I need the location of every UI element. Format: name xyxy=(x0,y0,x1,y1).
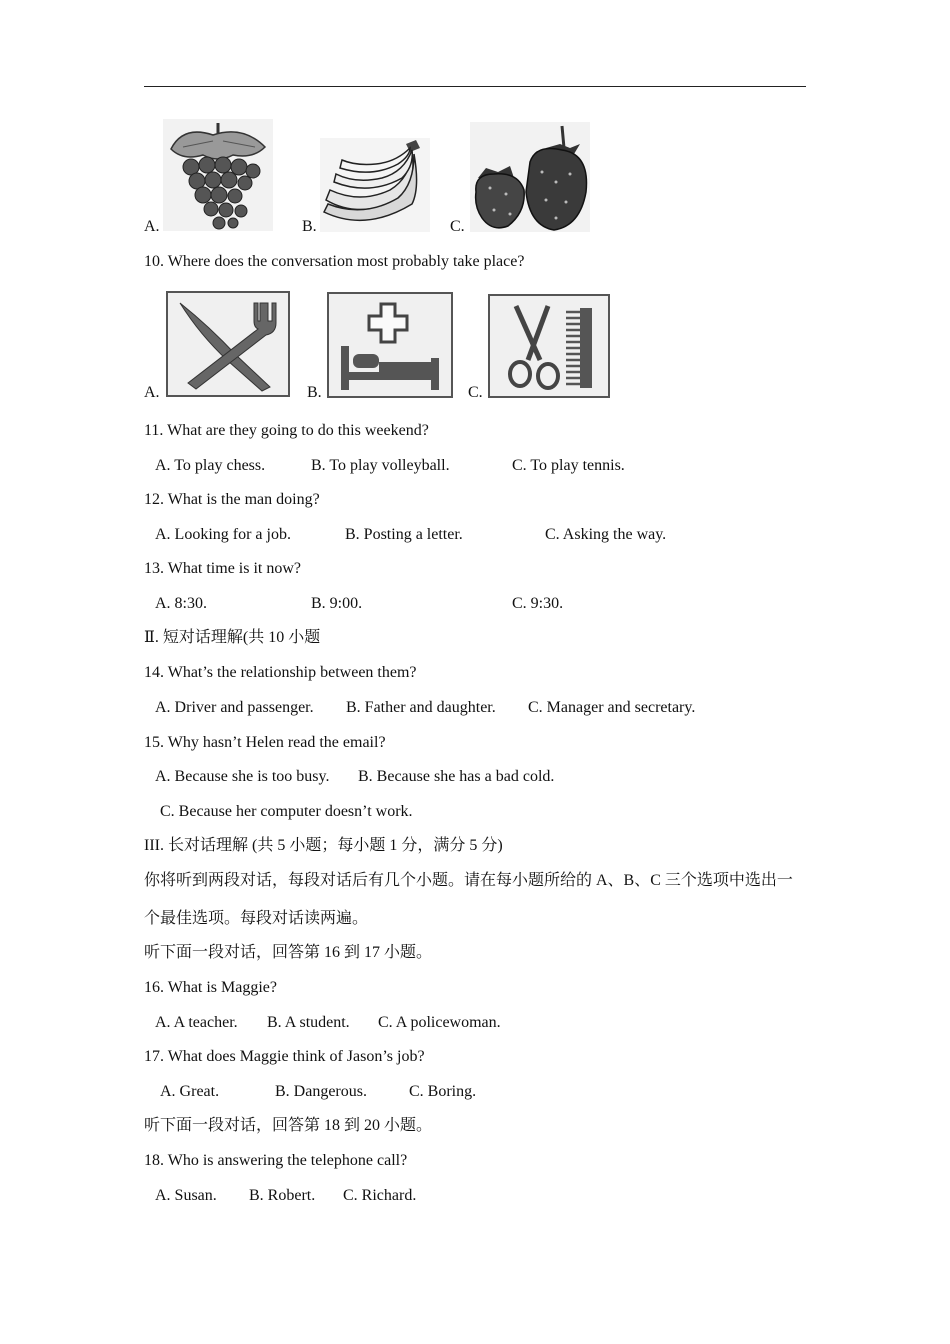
q9-option-a-label: A. xyxy=(144,218,160,235)
q14-option-b[interactable]: B. Father and daughter. xyxy=(346,699,496,716)
q15-question: 15. Why hasn’t Helen read the email? xyxy=(144,734,386,751)
q10-option-c-label: C. xyxy=(468,384,483,401)
strawberries-icon[interactable] xyxy=(470,122,590,232)
q11-option-b[interactable]: B. To play volleyball. xyxy=(311,457,450,474)
header-rule xyxy=(144,86,806,87)
grapes-icon[interactable] xyxy=(163,119,273,231)
q13-option-a[interactable]: A. 8:30. xyxy=(155,595,207,612)
q14-question: 14. What’s the relationship between them? xyxy=(144,664,417,681)
q18-option-a[interactable]: A. Susan. xyxy=(155,1187,217,1204)
section-3-instruction-line1: 你将听到两段对话，每段对话后有几个小题。请在每小题所给的 A、B、C 三个选项中选出一 xyxy=(144,872,793,889)
bananas-icon[interactable] xyxy=(320,138,430,232)
q16-question: 16. What is Maggie? xyxy=(144,979,278,996)
q13-option-c[interactable]: C. 9:30. xyxy=(512,595,564,612)
q12-question: 12. What is the man doing? xyxy=(144,491,320,508)
q15-option-b[interactable]: B. Because she has a bad cold. xyxy=(358,768,555,785)
q16-option-c[interactable]: C. A policewoman. xyxy=(378,1014,501,1031)
q13-question: 13. What time is it now? xyxy=(144,560,302,577)
q15-option-c[interactable]: C. Because her computer doesn’t work. xyxy=(160,803,413,820)
q14-option-a[interactable]: A. Driver and passenger. xyxy=(155,699,314,716)
q17-question: 17. What does Maggie think of Jason’s job? xyxy=(144,1048,425,1065)
section-2-title: Ⅱ. 短对话理解(共 10 小题 xyxy=(144,629,321,646)
q17-option-b[interactable]: B. Dangerous. xyxy=(275,1083,367,1100)
q9-option-b-label: B. xyxy=(302,218,317,235)
q10-option-b-label: B. xyxy=(307,384,322,401)
hospital-bed-icon[interactable] xyxy=(327,292,453,398)
q18-option-b[interactable]: B. Robert. xyxy=(249,1187,316,1204)
q12-option-b[interactable]: B. Posting a letter. xyxy=(345,526,463,543)
section-3-instruction-line2: 个最佳选项。每段对话读两遍。 xyxy=(144,910,369,927)
q12-option-c[interactable]: C. Asking the way. xyxy=(545,526,667,543)
dialog-2-instruction: 听下面一段对话，回答第 18 到 20 小题。 xyxy=(144,1117,433,1134)
q9-option-c-label: C. xyxy=(450,218,465,235)
q16-option-a[interactable]: A. A teacher. xyxy=(155,1014,238,1031)
q17-option-a[interactable]: A. Great. xyxy=(160,1083,220,1100)
q18-question: 18. Who is answering the telephone call? xyxy=(144,1152,408,1169)
q11-question: 11. What are they going to do this weekend? xyxy=(144,422,429,439)
q10-option-a-label: A. xyxy=(144,384,160,401)
q12-option-a[interactable]: A. Looking for a job. xyxy=(155,526,291,543)
q11-option-c[interactable]: C. To play tennis. xyxy=(512,457,625,474)
q15-option-a[interactable]: A. Because she is too busy. xyxy=(155,768,330,785)
q10-question: 10. Where does the conversation most probably take place? xyxy=(144,253,525,270)
q18-option-c[interactable]: C. Richard. xyxy=(343,1187,417,1204)
section-3-title: III. 长对话理解 (共 5 小题；每小题 1 分，满分 5 分) xyxy=(144,837,503,854)
q14-option-c[interactable]: C. Manager and secretary. xyxy=(528,699,696,716)
dialog-1-instruction: 听下面一段对话，回答第 16 到 17 小题。 xyxy=(144,944,433,961)
scissors-comb-icon[interactable] xyxy=(488,294,610,398)
knife-fork-icon[interactable] xyxy=(166,291,290,397)
q17-option-c[interactable]: C. Boring. xyxy=(409,1083,477,1100)
q13-option-b[interactable]: B. 9:00. xyxy=(311,595,363,612)
q11-option-a[interactable]: A. To play chess. xyxy=(155,457,266,474)
q16-option-b[interactable]: B. A student. xyxy=(267,1014,350,1031)
